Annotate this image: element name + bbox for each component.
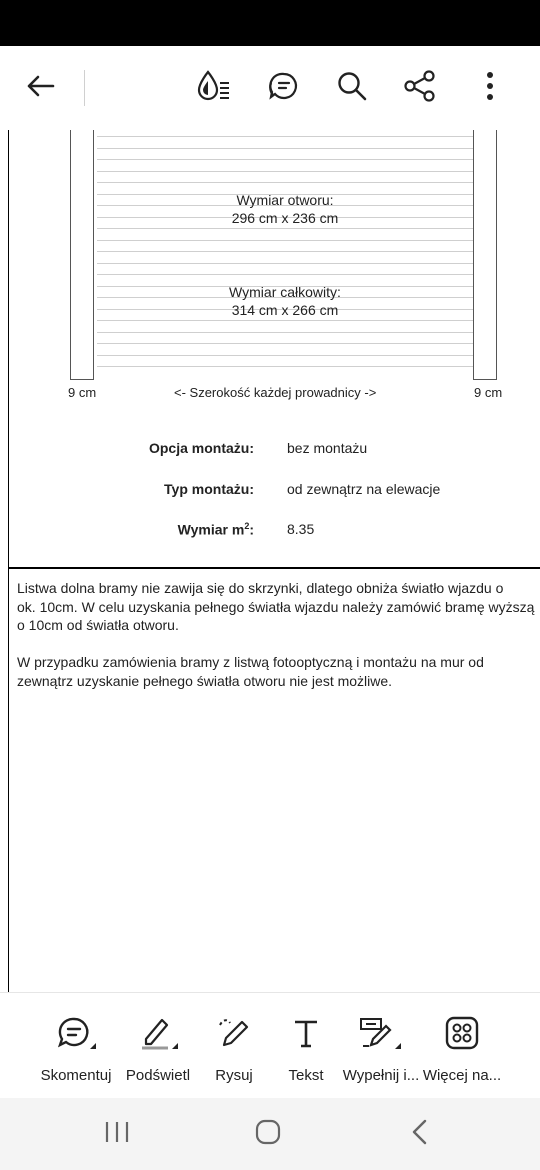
- tool-label: Więcej na...: [422, 1067, 502, 1084]
- tool-label: Tekst: [288, 1067, 324, 1084]
- chevron-left-icon: [410, 1119, 430, 1150]
- highlight-icon: [115, 1015, 201, 1051]
- gate-slat-line: [97, 263, 473, 264]
- note-line-5: zewnątrz uzyskanie pełnego światła otworu nie jest możliwe.: [17, 672, 393, 689]
- right-rail-width: 9 cm: [474, 385, 503, 400]
- gate-slat-line: [97, 171, 473, 172]
- search-button[interactable]: [330, 66, 374, 110]
- opening-dimension-value: 296 cm x 236 cm: [231, 210, 339, 226]
- tool-label: Rysuj: [215, 1067, 253, 1084]
- gate-slat-line: [97, 148, 473, 149]
- comment-icon: [264, 69, 300, 108]
- spec-value-area: 8.35: [287, 521, 315, 537]
- opening-dimension-title: Wymiar otworu:: [236, 192, 334, 208]
- system-nav-bar: [0, 1098, 540, 1170]
- note-line-4: W przypadku zamówienia bramy z listwą fotooptyczną i montażu na mur od: [17, 654, 484, 670]
- right-guide-rail: [473, 130, 497, 380]
- gate-slat-line: [97, 136, 473, 137]
- left-rail-width: 9 cm: [68, 385, 97, 400]
- share-icon: [403, 70, 437, 107]
- note-line-2: ok. 10cm. W celu uzyskania pełnego światła wjazdu należy zamówić bramę wyższą: [17, 598, 535, 615]
- tool-comment[interactable]: [33, 993, 119, 1099]
- system-back-button[interactable]: [390, 1112, 450, 1156]
- tool-label: Podświetl: [125, 1067, 191, 1084]
- spec-label-area: Wymiar $m^2$:: [177, 521, 254, 538]
- note-line-3: o 10cm od światła otworu.: [17, 617, 179, 633]
- total-dimension-value: 314 cm x 266 cm: [231, 302, 339, 318]
- spec-label-mounting-type: Typ montażu:: [164, 481, 254, 497]
- spec-value-mounting-option: bez montażu: [287, 440, 368, 456]
- status-bar: [0, 0, 540, 46]
- fill-sign-icon: [338, 1015, 424, 1051]
- gate-slat-line: [97, 355, 473, 356]
- gate-slat-line: [97, 240, 473, 241]
- more-vert-icon: [486, 71, 494, 106]
- reading-mode-icon: [196, 69, 232, 108]
- more-tools-icon: [419, 1015, 505, 1051]
- note-line-1: Listwa dolna bramy nie zawija się do skrzynki, dlatego obniża światło wjazdu o: [17, 580, 504, 596]
- reading-mode-button[interactable]: [192, 66, 236, 110]
- more-options-button[interactable]: [468, 66, 512, 110]
- tool-label: Skomentuj: [40, 1067, 112, 1084]
- comment-list-button[interactable]: [260, 66, 304, 110]
- tool-text[interactable]: [263, 993, 349, 1099]
- top-toolbar: [0, 46, 540, 130]
- comment-icon: [33, 1015, 119, 1051]
- toolbar-divider: [84, 70, 85, 106]
- recent-apps-icon: [104, 1120, 130, 1149]
- page-border: [8, 130, 9, 992]
- home-icon: [255, 1119, 281, 1150]
- bottom-toolbar: [0, 992, 540, 1099]
- text-icon: [263, 1015, 349, 1051]
- gate-slat-line: [97, 320, 473, 321]
- gate-slat-line: [97, 274, 473, 275]
- share-button[interactable]: [398, 66, 442, 110]
- gate-slat-line: [97, 343, 473, 344]
- home-button[interactable]: [238, 1112, 298, 1156]
- tool-highlight[interactable]: [115, 993, 201, 1099]
- gate-diagram: [70, 130, 500, 382]
- gate-slat-line: [97, 159, 473, 160]
- recent-apps-button[interactable]: [87, 1112, 147, 1156]
- guide-width-label: <- Szerokość każdej prowadnicy ->: [174, 385, 377, 400]
- gate-slat-line: [97, 332, 473, 333]
- tool-fill-sign[interactable]: [338, 993, 424, 1099]
- gate-slat-line: [97, 366, 473, 367]
- left-guide-rail: [70, 130, 94, 380]
- search-icon: [336, 70, 368, 107]
- section-divider-bottom: [8, 568, 540, 569]
- back-button[interactable]: [18, 66, 62, 110]
- gate-slat-line: [97, 182, 473, 183]
- gate-slat-line: [97, 228, 473, 229]
- spec-value-mounting-type: od zewnątrz na elewacje: [287, 481, 441, 497]
- back-arrow-icon: [25, 74, 55, 103]
- spec-label-mounting-option: Opcja montażu:: [148, 440, 254, 456]
- gate-slat-line: [97, 251, 473, 252]
- total-dimension-title: Wymiar całkowity:: [229, 284, 341, 300]
- gate-slats: [97, 130, 473, 380]
- tool-label: Wypełnij i...: [342, 1067, 420, 1084]
- tool-more[interactable]: [419, 993, 505, 1099]
- pdf-page[interactable]: [0, 130, 540, 992]
